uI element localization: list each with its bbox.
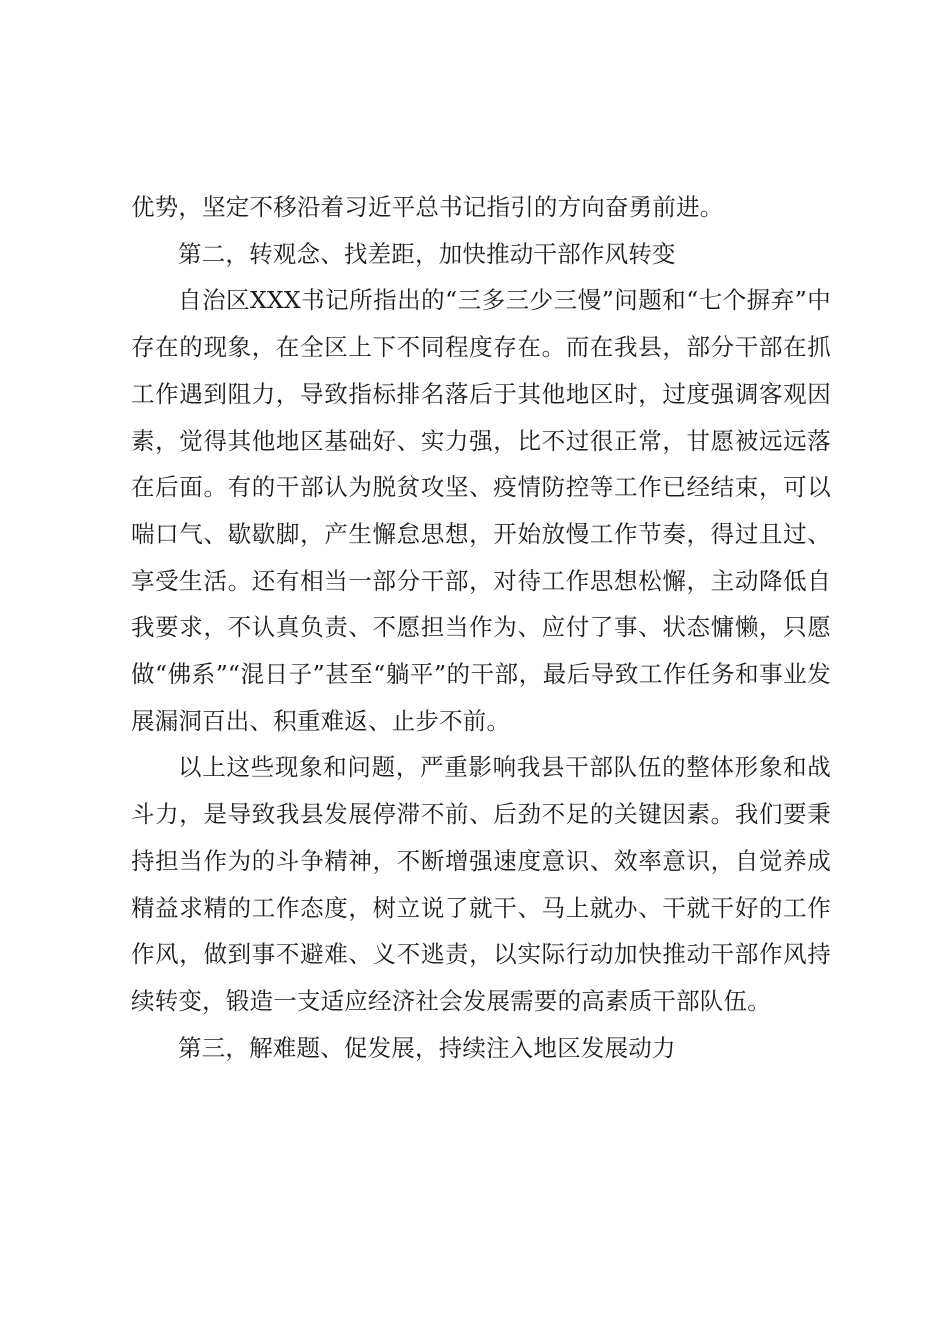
section-heading-second: 第二，转观念、找差距，加快推动干部作风转变: [178, 239, 676, 268]
document-body: [131, 184, 831, 1071]
paragraph-body: 自治区XXX书记所指出的“三多三少三慢”问题和“七个摒弃”中存在的现象，在全区上下不同程度存在。而在我县，部分干部在抓工作遇到阻力，导致指标排名落后于其他地区时，过度强调客观因素，觉得其他地区基础好、实力强，比不过很正常，甘愿被远远落在后面。有的干部认为脱贫攻坚、疫情防控等工作已经结束，可以喘口气、歇歇脚，产生懈怠思想，开始放慢工作节奏，得过且过、享受生活。还有相当一部分干部，对待工作思想松懈，主动降低自我要求，不认真负责、不愿担当作为、应付了事、状态慵懒，只愿做“佛系”“混日子”甚至“躺平”的干部，最后导致工作任务和事业发展漏洞百出、积重难返、止步不前。: [131, 286, 831, 735]
paragraph-body: 以上这些现象和问题，严重影响我县干部队伍的整体形象和战斗力，是导致我县发展停滞不前、后劲不足的关键因素。我们要秉持担当作为的斗争精神，不断增强速度意识、效率意识，自觉养成精益求精的工作态度，树立说了就干、马上就办、干就干好的工作作风，做到事不避难、义不逃责，以实际行动加快推动干部作风持续转变，锻造一支适应经济社会发展需要的高素质干部队伍。: [131, 753, 831, 1015]
paragraph-continuation: 优势，坚定不移沿着习近平总书记指引的方向奋勇前进。: [131, 193, 724, 221]
section-heading-third: 第三，解难题、促发展，持续注入地区发展动力: [178, 1033, 676, 1062]
